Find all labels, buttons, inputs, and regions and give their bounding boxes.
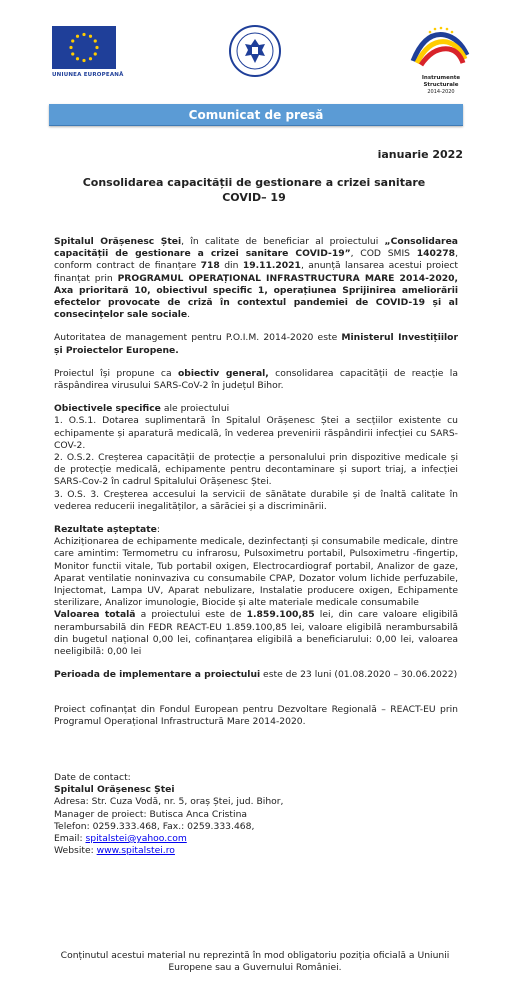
contact-name: Spitalul Orășenesc Ștei <box>54 784 175 796</box>
release-date: ianuarie 2022 <box>377 148 463 161</box>
title-line-2: COVID– 19 <box>222 191 286 204</box>
text-span: lei, din care valoare eligibilă nerambursabilă din FEDR REACT-EU 1.859.100,85 lei, valoare eligibilă nerambursabilă din bugetul național 0,00 lei, cofinanțarea eligibilă a beneficiarului: 0,00 lei, valoarea neeligibilă: 0,00 lei <box>54 609 458 658</box>
heading-bold: Rezultate așteptate <box>54 524 157 536</box>
objective-paragraph <box>54 368 458 392</box>
results-heading <box>54 524 458 536</box>
eu-star-icon <box>94 52 97 55</box>
eu-star-icon <box>76 57 79 60</box>
contact-website-row <box>54 845 458 857</box>
website-link[interactable]: www.spitalstei.ro <box>96 845 175 857</box>
total-value-amount: 1.859.100,85 <box>246 609 315 621</box>
press-release-banner <box>49 104 463 126</box>
general-objective-label: obiectiv general, <box>177 367 269 379</box>
eu-star-icon <box>89 57 92 60</box>
text-span: a proiectului este de <box>135 609 247 621</box>
specific-objectives-heading <box>54 403 458 415</box>
banner-title: Comunicat de presă <box>188 108 324 122</box>
eu-star-icon <box>82 59 85 62</box>
document-body <box>54 236 458 857</box>
text-span: din <box>219 260 243 272</box>
contract-date: 19.11.2021 <box>242 260 301 272</box>
eu-caption: UNIUNEA EUROPEANĂ <box>52 72 124 78</box>
contact-address: Adresa: Str. Cuza Vodă, nr. 5, oraș Ștei, jud. Bihor, <box>54 796 284 808</box>
disclaimer-footer: Conținutul acestui material nu reprezintă în mod obligatoriu poziția oficială a Uniunii Europene sau a Guvernului României. <box>60 950 450 973</box>
intro-paragraph <box>54 236 458 321</box>
eu-star-icon <box>69 46 72 49</box>
cofinance-paragraph: Proiect cofinanțat din Fondul European pentru Dezvoltare Regională – REACT-EU prin Programul Operațional Infrastructură Mare 2014-2020. <box>54 703 458 727</box>
text-span: Autoritatea de management pentru P.O.I.M. 2014-2020 este <box>54 332 342 344</box>
text-span: ale proiectului <box>160 403 230 415</box>
email-link[interactable]: spitalstei@yahoo.com <box>85 832 187 844</box>
authority-paragraph <box>54 332 458 356</box>
government-logo <box>229 25 281 77</box>
header-logos <box>0 0 511 100</box>
text-span: , COD SMIS <box>350 248 417 260</box>
title-line-1: Consolidarea capacității de gestionare a crizei sanitare <box>82 176 426 189</box>
text-span: Website: <box>54 845 97 857</box>
contact-email-row <box>54 833 458 845</box>
eu-flag-icon <box>52 26 116 69</box>
eu-star-icon <box>71 52 74 55</box>
heading-bold: Obiectivele specifice <box>54 403 161 415</box>
text-span: Proiectul își propune ca <box>54 367 178 379</box>
text-span: . <box>187 309 191 321</box>
objective-item-3: 3. O.S. 3. Creșterea accesului la servicii de sănătate durabile și de înaltă calitate în vederea reducerii inegalităților, a sărăciei și a discriminării. <box>54 488 458 512</box>
beneficiary-name: Spitalul Orășenesc Ștei <box>54 236 182 247</box>
eu-star-icon <box>94 39 97 42</box>
eu-star-icon <box>82 33 85 36</box>
text-span: , conform contract de finanțare <box>54 248 458 272</box>
text-span: , anunță lansarea acestui proiect finanțat prin <box>54 260 458 284</box>
results-text: Achiziționarea de echipamente medicale, dezinfectanți și consumabile medicale, dintre care amintim: Termometru cu infrarosu, Pulsoximetru portabil, Pulsoximetru -fingertip, Monitor functii vitale, Tub portabil oxigen, Electrocardiograf portabil, Analizor de gaze, Aparat ventilatie noninvaziva cu consumabile CPAP, Dozator volum lichide perfuzabile, Injectomat, Lampa UV, Aparat nebulizare, Instalatie producere oxigen, Echipamente sterilizare, Analizor imunologie, Biocide și alte materiale medicale consumabile <box>54 536 458 609</box>
eu-star-icon <box>89 35 92 38</box>
structural-instruments-years: 2014-2020 <box>427 89 455 95</box>
total-value-label: Valoarea totală <box>54 609 136 621</box>
smis-code: 140278 <box>416 248 456 260</box>
objective-item-1: 1. O.S.1. Dotarea suplimentară în Spitalul Orășenesc Ștei a secțiilor existente cu echipamente și aparatură medicală, în vederea prevenirii răspândirii infecției cu SARS-COV-2. <box>54 415 458 451</box>
period-paragraph <box>54 669 458 681</box>
project-name: „Consolidarea capacității de gestionare a crizei sanitare COVID-19” <box>54 236 458 260</box>
contact-label: Date de contact: <box>54 771 131 783</box>
eu-logo <box>52 26 124 78</box>
contact-manager: Manager de proiect: Butisca Anca Cristina <box>54 808 248 820</box>
eu-star-icon <box>71 39 74 42</box>
structural-instruments-caption: Instrumente Structurale <box>421 75 461 88</box>
contract-number: 718 <box>200 260 220 272</box>
document-title <box>64 175 444 205</box>
structural-instruments-logo <box>405 25 477 95</box>
text-span: consolidarea capacității de reacție la răspândirea virusului SARS-CoV-2 în județul Bihor. <box>54 367 458 392</box>
text-span: Email: <box>54 832 86 844</box>
text-span: : <box>156 524 160 536</box>
objective-item-2: 2. O.S.2. Creșterea capacității de protecție a personalului prin dispozitive medicale și de protecție medicală, echipamente pentru decontaminare și suport triaj, a infecției SARS-Cov-2 în cadrul Spitalului Orășenesc Ștei. <box>54 452 458 488</box>
text-span: este de 23 luni (01.08.2020 – 30.06.2022) <box>260 669 458 681</box>
text-span: , în calitate de beneficiar al proiectului <box>181 236 385 247</box>
value-paragraph <box>54 609 458 658</box>
eu-star-icon <box>76 35 79 38</box>
eu-star-icon <box>95 46 98 49</box>
period-label: Perioada de implementare a proiectului <box>54 669 261 681</box>
program-name: PROGRAMUL OPERAȚIONAL INFRASTRUCTURA MARE 2014-2020, Axa prioritară 10, obiectivul specific 1, operațiunea Sprijinirea ameliorării efectelor provocate de criză în contextul pandemiei de COVID-19 și al consecințelor sale sociale <box>54 272 458 321</box>
contact-block <box>54 772 458 857</box>
ministry-name: Ministerul Investițiilor și Proiectelor Europene. <box>54 332 458 356</box>
contact-phone: Telefon: 0259.333.468, Fax.: 0259.333.468, <box>54 820 255 832</box>
